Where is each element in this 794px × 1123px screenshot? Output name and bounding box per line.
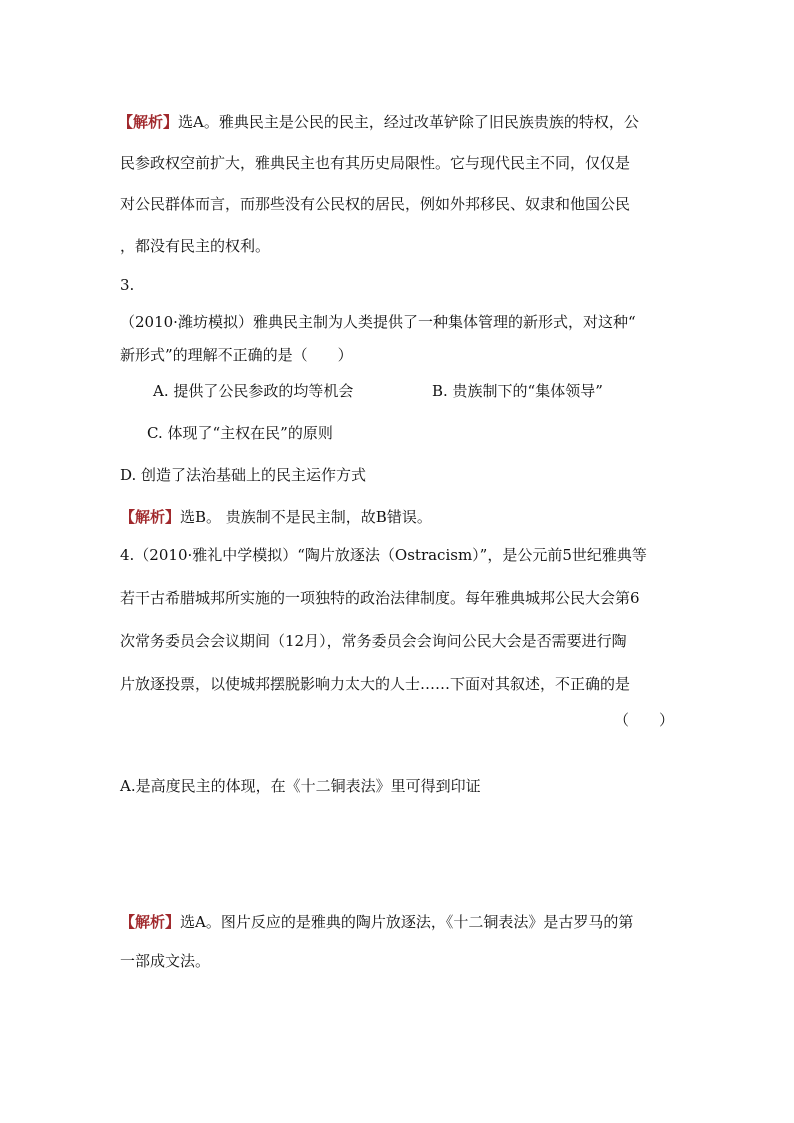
analysis-text: 选B。 贵族制不是民主制，故B错误。 <box>180 508 432 526</box>
question-4-stem-line-2: 若干古希腊城邦所实施的一项独特的政治法律制度。每年雅典城邦公民大会第6 <box>120 589 640 607</box>
question-4-stem-line-4: 片放逐投票，以使城邦摆脱影响力太大的人士……下面对其叙述，不正确的是 <box>120 675 631 693</box>
analysis-1-line-4: ，都没有民主的权利。 <box>120 237 271 255</box>
question-4-stem-line-1: 4.（2010·雅礼中学模拟）“陶片放逐法（Ostracism）”，是公元前5世纪雅典等 <box>120 546 647 564</box>
question-3-analysis <box>120 507 432 527</box>
question-4-analysis-line-1 <box>120 912 633 932</box>
question-4-analysis-line-2: 一部成文法。 <box>120 952 211 970</box>
analysis-text: 选A。雅典民主是公民的民主，经过改革铲除了旧民族贵族的特权，公 <box>178 113 639 131</box>
question-3-stem-line-1: （2010·潍坊模拟）雅典民主制为人类提供了一种集体管理的新形式，对这种“ <box>120 313 636 331</box>
analysis-1-line-3: 对公民群体而言，而那些没有公民权的居民，例如外邦移民、奴隶和他国公民 <box>120 195 631 213</box>
question-4-option-a: A.是高度民主的体现，在《十二铜表法》里可得到印证 <box>120 777 481 795</box>
analysis-text: 选A。图片反应的是雅典的陶片放逐法，《十二铜表法》是古罗马的第 <box>180 913 634 931</box>
analysis-tag: 【解析】 <box>118 113 179 131</box>
question-3-option-c: C. 体现了“主权在民”的原则 <box>147 424 333 442</box>
question-3-option-a: A. 提供了公民参政的均等机会 <box>153 382 354 400</box>
analysis-tag: 【解析】 <box>120 913 181 931</box>
analysis-1-line-1 <box>118 112 639 132</box>
analysis-1-line-2: 民参政权空前扩大，雅典民主也有其历史局限性。它与现代民主不同，仅仅是 <box>120 154 631 172</box>
question-4-stem-line-3: 次常务委员会会议期间（12月），常务委员会会询问公民大会是否需要进行陶 <box>120 632 627 650</box>
question-3-stem-line-2: 新形式”的理解不正确的是（ ） <box>120 346 353 364</box>
question-4-answer-bracket: （ ） <box>614 711 675 729</box>
question-3-option-b: B. 贵族制下的“集体领导” <box>432 382 603 400</box>
question-3-option-d: D. 创造了法治基础上的民主运作方式 <box>120 466 367 484</box>
analysis-tag: 【解析】 <box>120 508 181 526</box>
question-3-number: 3. <box>120 276 135 294</box>
